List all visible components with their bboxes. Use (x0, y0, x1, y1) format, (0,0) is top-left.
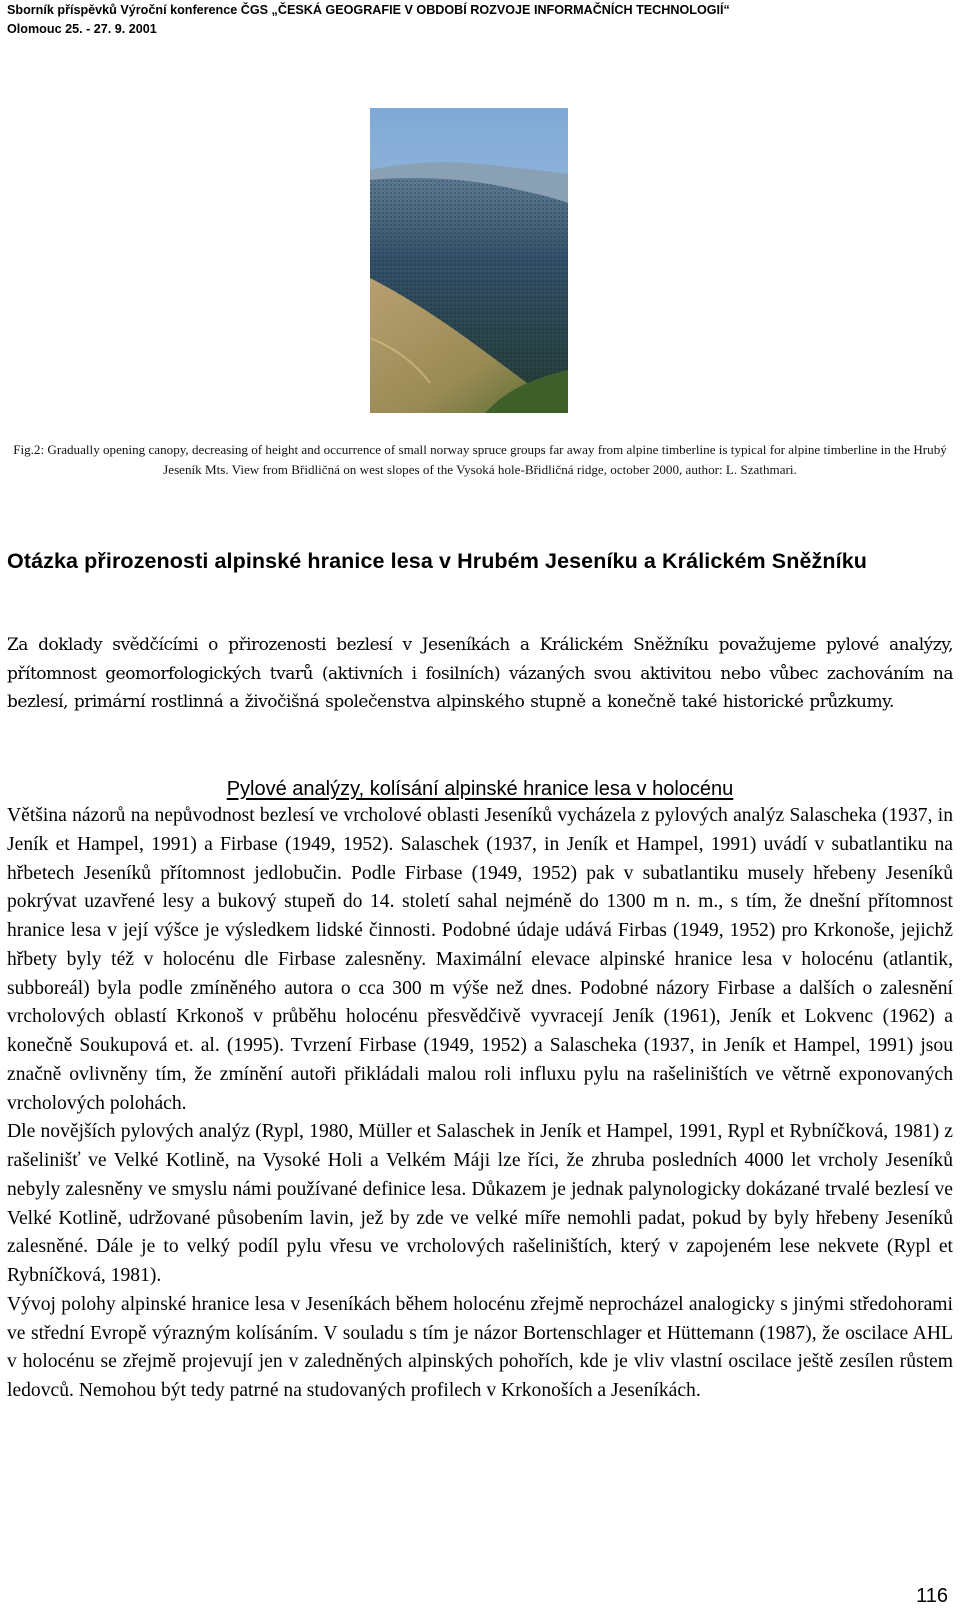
header-date: Olomouc 25. - 27. 9. 2001 (7, 22, 157, 36)
running-header (7, 1, 947, 39)
paragraph: Dle novějších pylových analýz (Rypl, 1980, Müller et Salaschek in Jeník et Hampel, 1991, Rypl et Rybníčková, 1981) z rašelinišť ve Velké Kotlině, na Vysoké Holi a Velkém Máji lze říci, že zhruba posledních 4000 let vrcholy Jeseníků nebyly zalesněny ve smyslu námi používané definice lesa. Důkazem je jednak palynologicky dokázané trvalé bezlesí ve Velké Kotlině, udržované působením lavin, jež by zde ve velké míře nemohli padat, pokud by byly hřebeny Jeseníků zalesněné. Dále je to velký podíl pylu vřesu ve vrcholových rašeliništích, který v zapojeném lese nekvete (Rypl et Rybníčková, 1981). (7, 1121, 953, 1286)
paragraph: Většina názorů na nepůvodnost bezlesí ve vrcholové oblasti Jeseníků vycházela z pylových analýz Salascheka (1937, in Jeník et Hampel, 1991) a Firbase (1949, 1952). Salaschek (1937, in Jeník et Hampel, 1991) uvádí v subatlantiku na hřbetech Jeseníků přítomnost jedlobučin. Podle Firbase (1949, 1952) pak v subatlantiku musely hřebeny Jeseníků pokrývat uzavřené lesy a bukový stupeň do 14. století sahal nejméně do 1300 m n. m., s tím, že dnešní přítomnost hranice lesa v její výšce je výsledkem lidské činnosti. Podobné údaje udává Firbas (1949, 1952) pro Krkonoše, jejichž hřbety byly též v holocénu dle Firbase zalesněny. Maximální elevace alpinské hranice lesa v holocénu (atlantik, subboreál) byla podle zmíněného autora o cca 300 m výše než dnes. Podobné názory Firbase a dalších o zalesnění vrcholových oblastí Krkonoš v průběhu holocénu přesvědčivě vyvracejí Jeník (1961), Jeník et Lokvenc (1962) a konečně Soukupová et. al. (1995). Tvrzení Firbase (1949, 1952) a Salascheka (1937, in Jeník et Hampel, 1991) jsou značně ovlivněny tím, že zmínění autoři přikládali malou roli influxu pylu na rašeliništích ve větrně exponovaných vrcholových polohách. (7, 805, 953, 1114)
section-title: Otázka přirozenosti alpinské hranice lesa v Hrubém Jeseníku a Králickém Sněžníku (7, 549, 867, 573)
page-number: 116 (916, 1585, 948, 1607)
subsection-heading-text: Pylové analýzy, kolísání alpinské hranice lesa v holocénu (226, 778, 734, 800)
figure-caption: Fig.2: Gradually opening canopy, decreasing of height and occurrence of small norway spruce groups far away from alpine timberline is typical for alpine timberline in the Hrubý Jeseník Mts. View from Břidličná on west slopes of the Vysoká hole-Břidličná ridge, october 2000, author: L. Szathmari. (13, 442, 947, 477)
body-text (7, 802, 953, 1406)
paragraph: Vývoj polohy alpinské hranice lesa v Jeseníkách během holocénu zřejmě neprocházel analogicky s jinými středohorami ve střední Evropě výrazným kolísáním. V souladu s tím je názor Bortenschlager et Hüttemann (1987), že oscilace AHL v holocénu se zřejmě projevují jen v zaledněných alpinských pohořích, kde je vliv vlastní oscilace ještě zesílen růstem ledovců. Nemohou být tedy patrné na studovaných profilech v Krkonoších a Jeseníkách. (7, 1293, 953, 1401)
figure-photo (370, 108, 568, 413)
landscape-photo-image (370, 108, 568, 413)
subsection-heading (0, 776, 960, 802)
header-title: Sborník příspěvků Výroční konference ČGS „ČESKÁ GEOGRAFIE V OBDOBÍ ROZVOJE INFORMAČNÍCH TECHNOLOGIÍ“ (7, 3, 730, 17)
intro-paragraph: Za doklady svědčícími o přirozenosti bezlesí v Jeseníkách a Králickém Sněžníku považujeme pylové analýzy, přítomnost geomorfologických tvarů (aktivních i fosilních) vázaných svou aktivitou nebo vůbec zachováním na bezlesí, primární rostlinná a živočišná společenstva alpinského stupně a konečně také historické průzkumy. (7, 635, 953, 713)
